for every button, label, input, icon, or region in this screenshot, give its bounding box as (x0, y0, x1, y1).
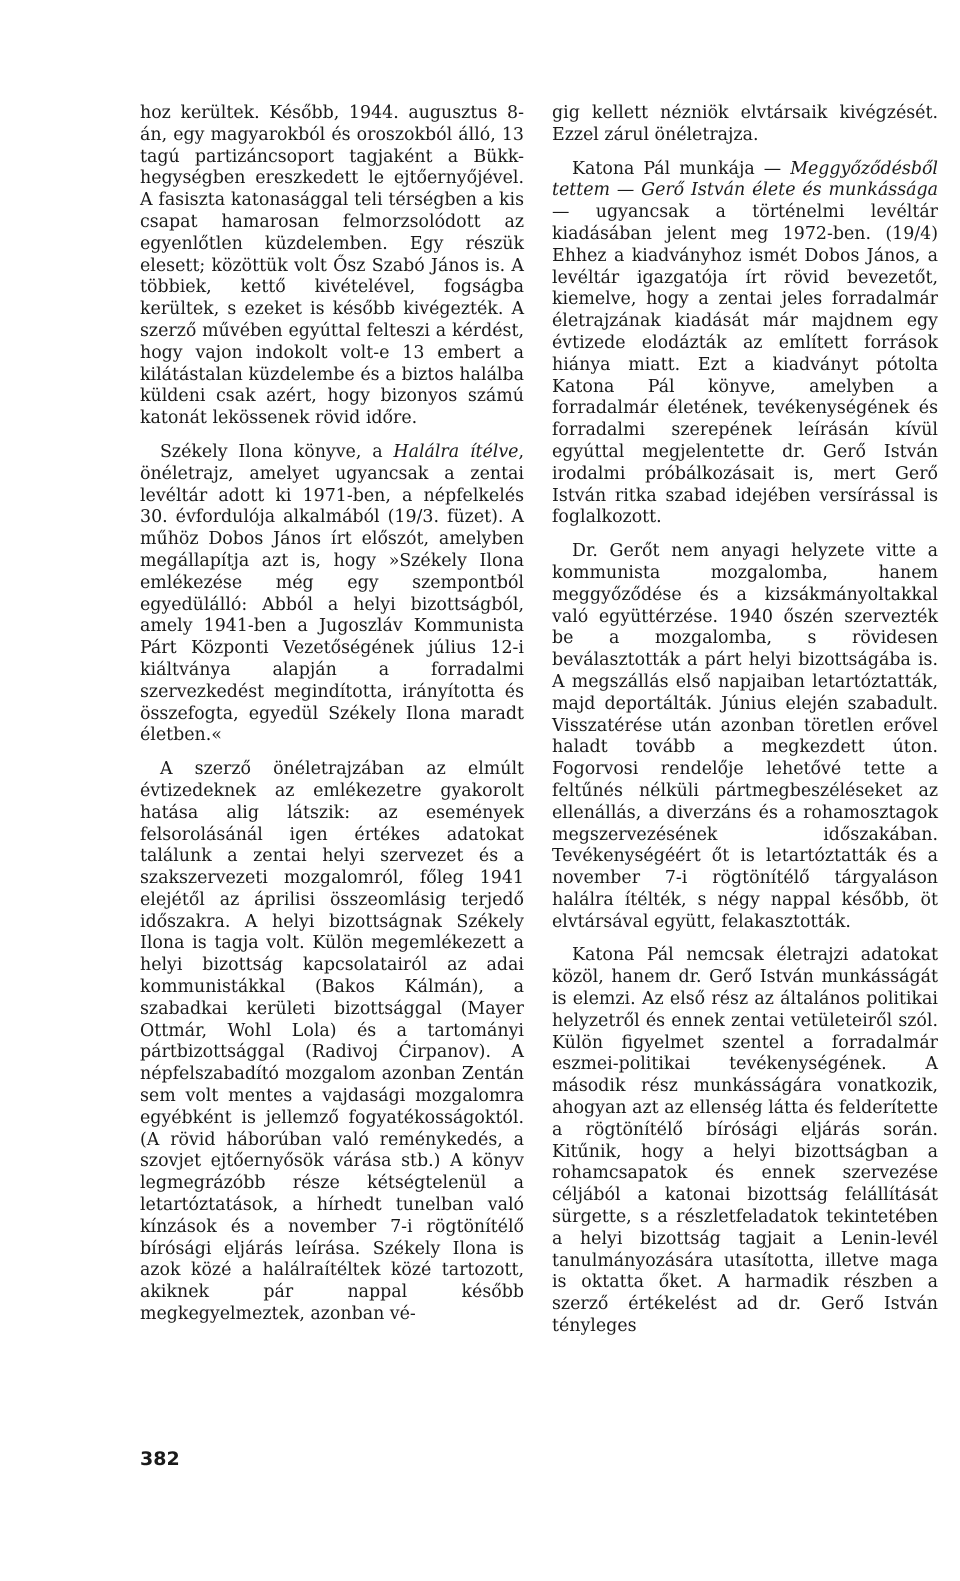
text-run: , önéletrajz, amelyet ugyancsak a zentai levéltár adott ki 1971-ben, a népfelkelés 30. évfordulója alkalmából (19/3. füzet). A műhöz Dobos János írt előszót, amelyben megállapítja azt is, hogy »Székely Ilona emlékezése még egy szempontból egyedülálló: Abból a helyi bizottságból, amely 1941-ben a Jugoszláv Kommunista Párt Központi Vezetőségének július 12-i kiáltványa alapján a forradalmi szervezkedést megindította, irányította és összefogta, egyedül Székely Ilona maradt életben.« (140, 441, 524, 746)
paragraph (140, 759, 524, 1326)
text-run: hoz kerültek. Később, 1944. augusztus 8-án, egy magyarokból és oroszokból álló, 13 tagú partizáncsoport tagjaként a Bükk-hegységben ereszkedett le ejtőernyőjével. A fasiszta katonasággal teli térségben a kis csapat hamarosan felmorzsolódott az egyenlőtlen küzdelemben. Egy részük elesett; közöttük volt Ősz Szabó János is. A többiek, kettő kivételével, fogságba kerültek, s ezeket is később kivégezték. A szerző művében egyúttal felteszi a kérdést, hogy vajon indokolt volt-e 13 embert a kilátástalan küzdelembe és a biztos halálba küldeni csak azért, hogy bizonyos számú katonát lekössenek rövid időre. (140, 103, 524, 429)
right-text-column (552, 103, 938, 1338)
text-run: Katona Pál nemcsak életrajzi adatokat közöl, hanem dr. Gerő István munkásságát is elemzi. Az első rész az általános politikai helyzetről és ennek zentai vetületeiről szól. Külön figyelmet szentel a forradalmár eszmei-politikai tevékenységének. A második rész munkásságára vonatkozik, ahogyan azt az ellenség látta és felderítette a rögtönítélő bírósági eljárás során. Kitűnik, hogy a helyi bizottságban a rohamcsapatok és ennek szervezése céljából a katonai bizottság felállítását sürgette, s a részletfeladatok tekintetében a helyi bizottság tagjait a Lenin-levél tanulmányozására utasította, illetve maga is oktatta őket. A harmadik részben a szerző értékelést ad dr. Gerő István tényleges (552, 945, 938, 1337)
paragraph (552, 541, 938, 933)
text-run: — ugyancsak a történelmi levéltár kiadásában jelent meg 1972-ben. (19/4) Ehhez a kiadványhoz ismét Dobos János, a levéltár igazgatója írt rövid bevezetőt, kiemelve, hogy a zentai jeles forradalmár életrajzának kiadását már majdnem egy évtizede elodázták az említett források hiánya miatt. Ezt a kiadványt pótolta Katona Pál könyve, amelyben a forradalmár életének, tevékenységének és forradalmi szerepének leírásán kívül egyúttal megjelentette dr. Gerő István irodalmi próbálkozásait is, mert Gerő István ritka szabad idejében versírással is foglalkozott. (552, 202, 938, 528)
paragraph (552, 103, 938, 147)
text-run: Dr. Gerőt nem anyagi helyzete vitte a kommunista mozgalomba, hanem meggyőződése és a kizsákmányoltakkal való együttérzése. 1940 őszén szervezték be a mozgalomba, s rövidesen beválasztották a párt helyi bizottságába is. A megszállás első napjaiban letartóztatták, majd deportálták. Június elején szabadult. Visszatérése után azonban töretlen erővel haladt tovább a megkezdett úton. Fogorvosi rendelője lehetővé tette a feltűnés nélküli pártmegbeszéléseket az ellenállás, a diverzáns és a rohamosztagok megszervezésének időszakában. Tevékenységéért őt is letartóztatták és a november 7-i rögtönítélő tárgyaláson halálra ítélték, s négy nappal később, öt elvtársával együtt, felakasztották. (552, 541, 938, 932)
paragraph (552, 159, 938, 530)
page-number: 382 (140, 1448, 180, 1470)
paragraph (140, 442, 524, 747)
paragraph (552, 945, 938, 1337)
paragraph (140, 103, 524, 430)
text-run: gig kellett nézniök elvtársaik kivégzését. Ezzel zárul önéletrajza. (552, 103, 938, 145)
text-run: Katona Pál munkája — (572, 158, 791, 179)
italic-title: Halálra ítélve (393, 441, 519, 462)
text-run: A szerző önéletrajzában az elmúlt évtizedeknek az emlékezetre gyakorolt hatása alig látszik: az események felsorolásánál igen értékes adatokat találunk a zentai helyi szervezet és a szakszervezeti mozgalomról, főleg 1941 elejétől az áprilisi összeomlásig terjedő időszakra. A helyi bizottságnak Székely Ilona is tagja volt. Külön megemlékezett a helyi bizottság kapcsolatairól az adai kommunistákkal (Bakos Kálmán), a szabadkai kerületi bizottsággal (Mayer Ottmár, Wohl Lola) és a tartományi pártbizottsággal (Radivoj Ćirpanov). A népfelszabadító mozgalom azonban Zentán sem volt mentes a vajdasági mozgalomra egyébként is jellemző fogyatékosságoktól. (A rövid háborúban való reménykedés, a szovjet ejtőernyősök várása stb.) A könyv legmegrázóbb része kétségtelenül a letartóztatások, a hírhedt tunelban való kínzások és a november 7-i rögtönítélő bírósági eljárás leírása. Székely Ilona is azok közé a halálraítéltek közé tartozott, akiknek pár nappal később megkegyelmeztek, azonban vé- (140, 759, 524, 1325)
left-text-column (140, 103, 524, 1326)
italic-title: Meggyőződésből tettem — Gerő István élete és munkássága (552, 158, 938, 201)
text-run: Székely Ilona könyve, a (160, 441, 394, 462)
